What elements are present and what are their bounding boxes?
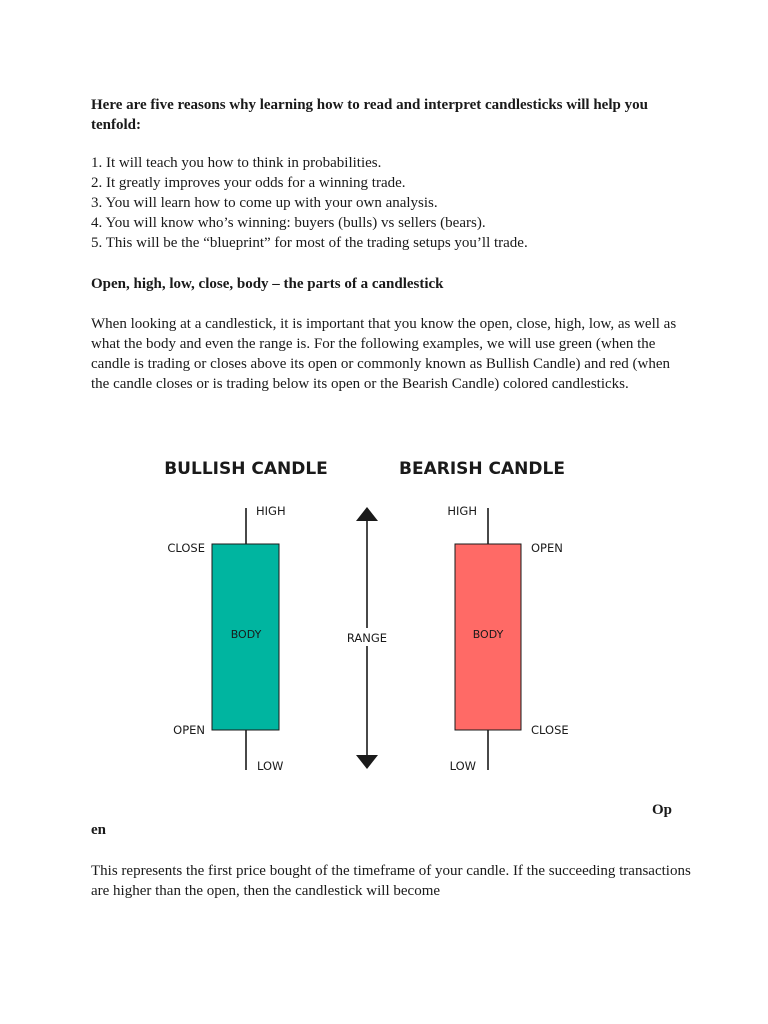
bullish-title: BULLISH CANDLE xyxy=(164,459,328,479)
open-heading-part1: Op xyxy=(652,802,673,818)
candlestick-diagram xyxy=(91,432,651,812)
bearish-body-label: BODY xyxy=(472,628,504,641)
bearish-low-label: LOW xyxy=(449,759,476,773)
range-label: RANGE xyxy=(346,631,388,645)
bearish-open-label: OPEN xyxy=(531,541,563,555)
intro-heading: Here are five reasons why learning how to read and interpret candlesticks will help you tenfold: xyxy=(91,97,648,133)
bearish-close-label: CLOSE xyxy=(531,723,569,737)
bearish-title: BEARISH CANDLE xyxy=(399,459,565,479)
list-item: 3. You will learn how to come up with your own analysis. xyxy=(91,195,438,211)
bullish-high-label: HIGH xyxy=(256,504,286,518)
open-paragraph: This represents the first price bought of the timeframe of your candle. If the succeeding transactions are higher than the open, then the candlestick will become xyxy=(91,863,691,899)
bullish-low-label: LOW xyxy=(257,759,284,773)
open-heading-part2: en xyxy=(91,822,106,838)
bullish-close-label: CLOSE xyxy=(167,541,205,555)
bearish-high-label: HIGH xyxy=(447,504,477,518)
bullish-open-label: OPEN xyxy=(173,723,205,737)
list-item: 5. This will be the “blueprint” for most of the trading setups you’ll trade. xyxy=(91,235,528,251)
list-item: 2. It greatly improves your odds for a winning trade. xyxy=(91,175,406,191)
section-heading: Open, high, low, close, body – the parts of a candlestick xyxy=(91,276,444,292)
reasons-list xyxy=(91,153,691,253)
arrow-down-icon xyxy=(356,755,378,769)
list-item: 4. You will know who’s winning: buyers (bulls) vs sellers (bears). xyxy=(91,215,486,231)
bullish-body-label: BODY xyxy=(230,628,262,641)
intro-paragraph: When looking at a candlestick, it is important that you know the open, close, high, low, as well as what the body and even the range is. For the following examples, we will use green (when the candle is trading or closes above its open or commonly known as Bullish Candle) and red (when the candle closes or is trading below its open or the Bearish Candle) colored candlesticks. xyxy=(91,316,677,392)
list-item: 1. It will teach you how to think in probabilities. xyxy=(91,155,382,171)
arrow-up-icon xyxy=(356,507,378,521)
